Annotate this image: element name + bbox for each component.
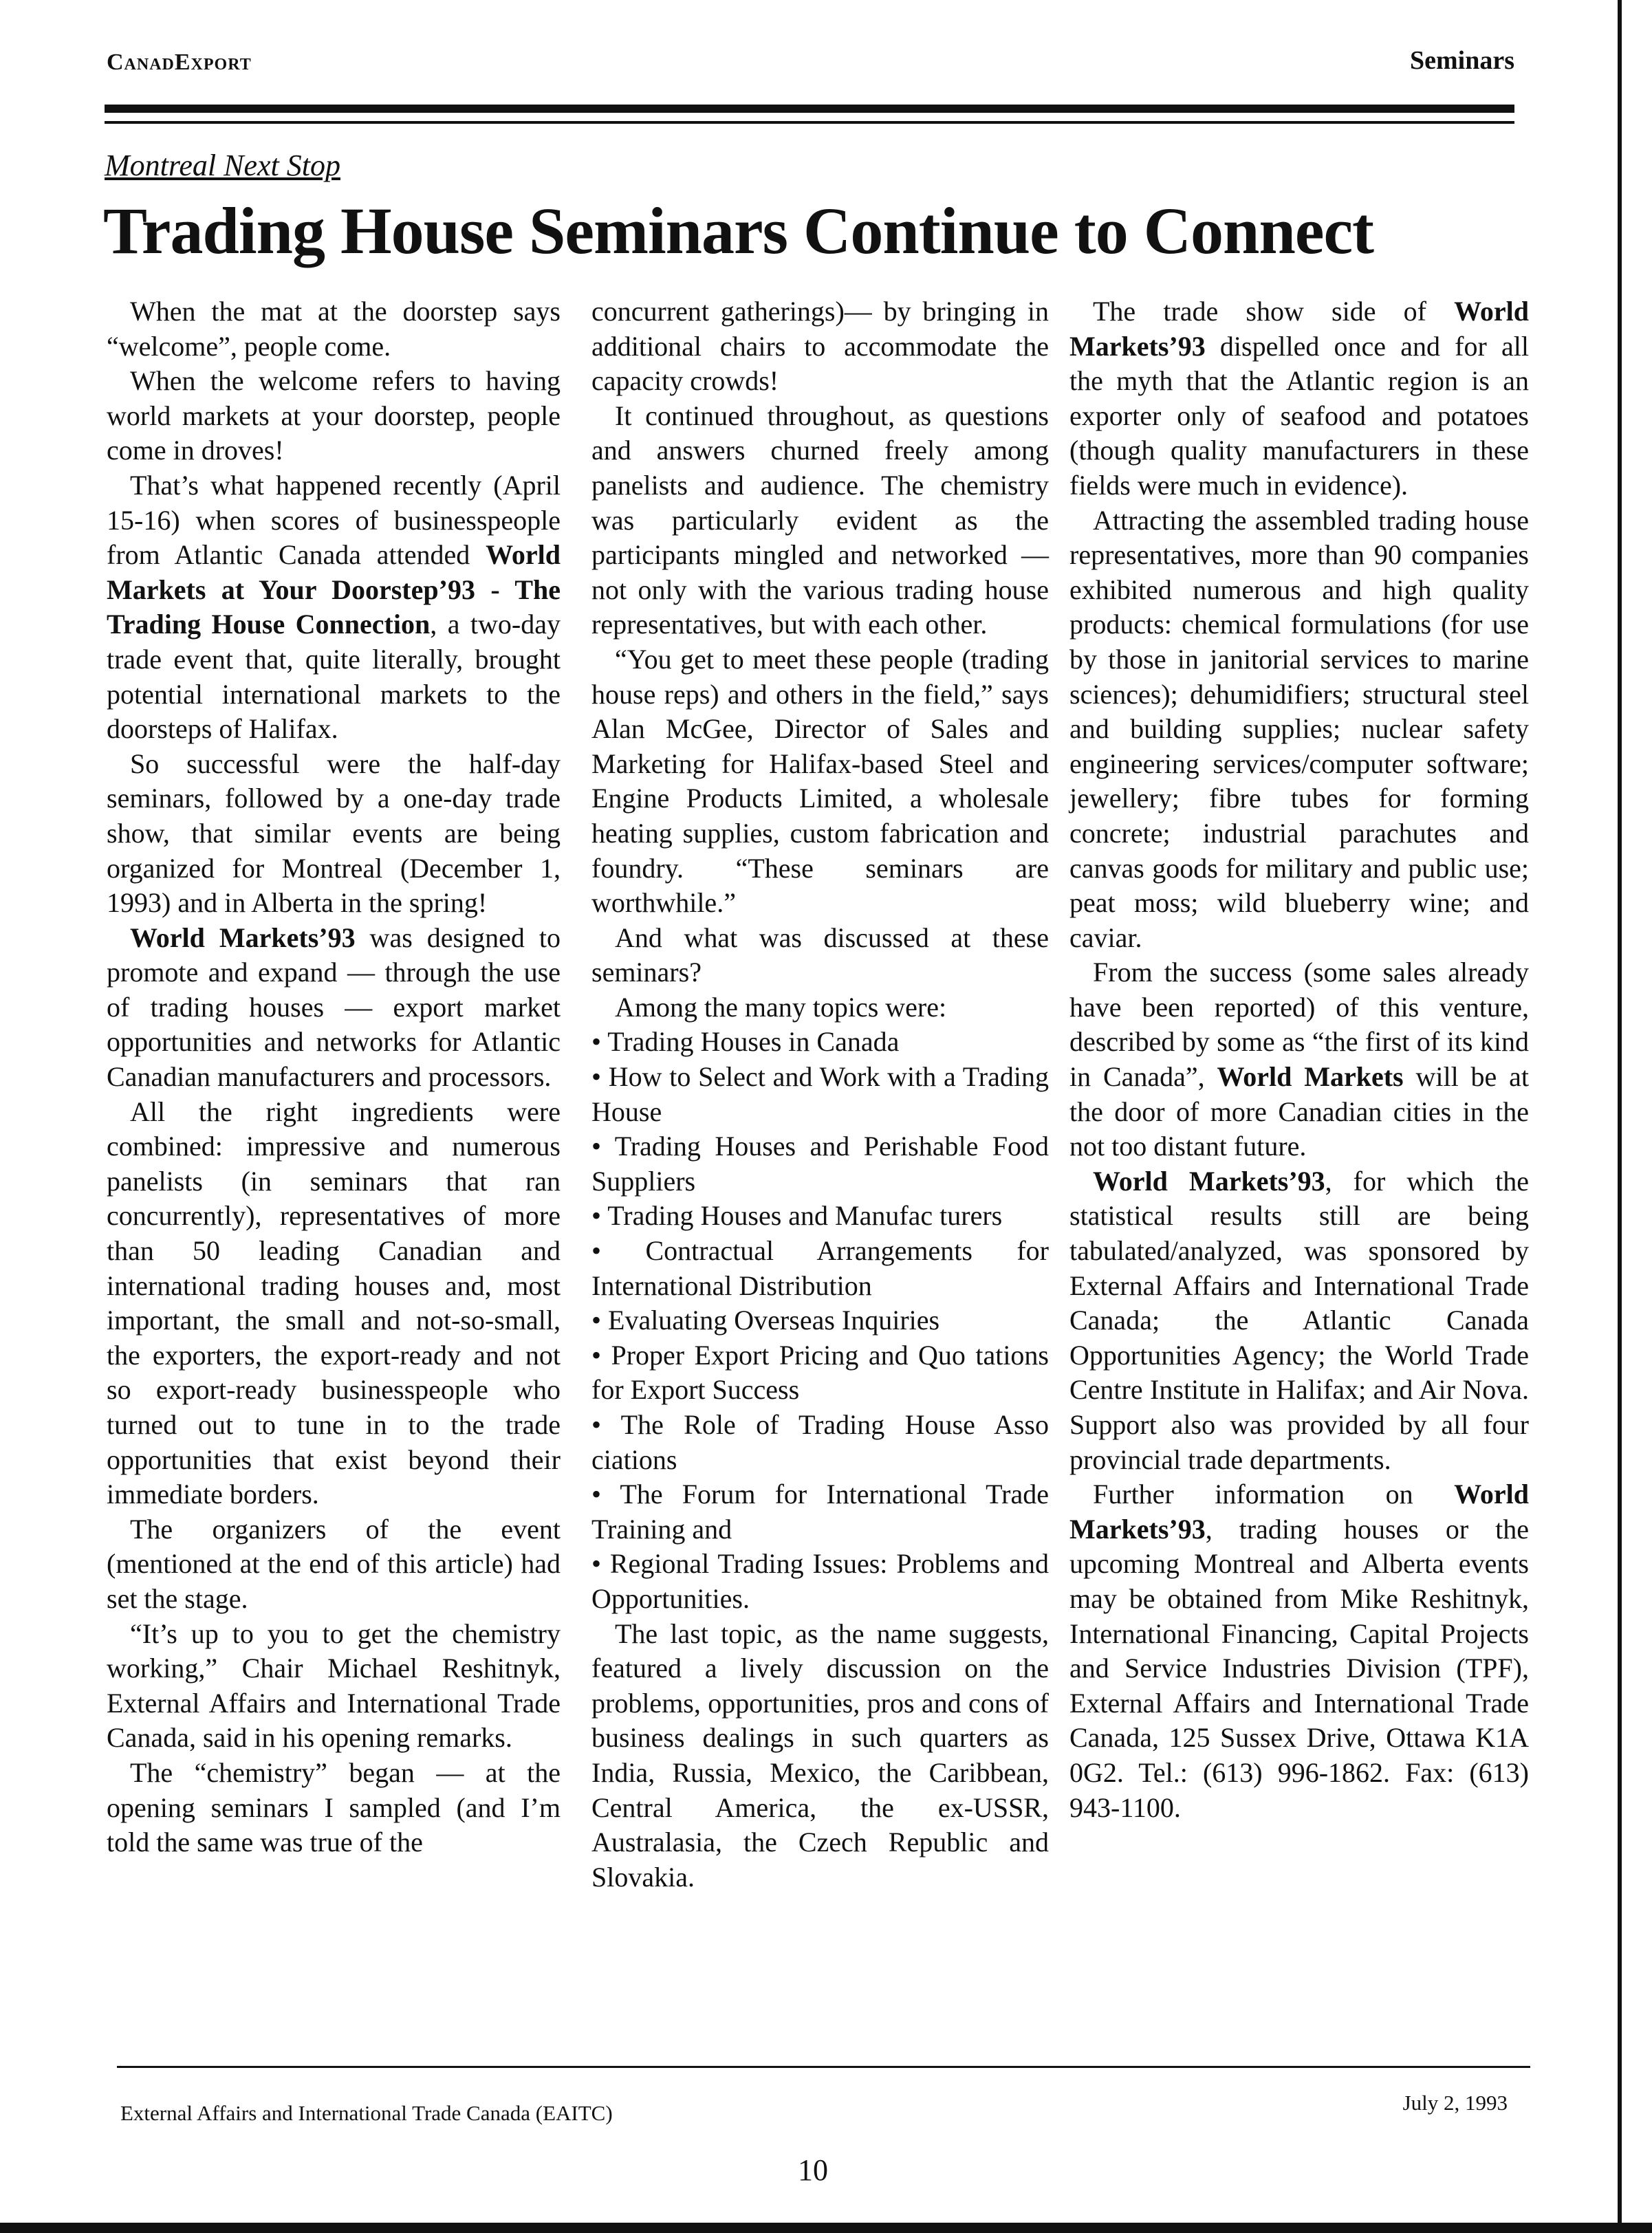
text-run: Among the many topics were: (615, 991, 947, 1023)
text-run: So successful were the half-day seminars, followed by a one-day trade show, that similar events are being organized for Montreal (December 1, 1993) and in Alberta in the spring! (107, 748, 561, 919)
page-number: 10 (798, 2153, 828, 2187)
text-run: That’s what happened recently (April 15-16) when scores of businesspeople from Atlantic Canada attended (107, 469, 561, 571)
bullet-item (591, 1199, 1049, 1234)
article-kicker: Montreal Next Stop (105, 149, 340, 182)
text-run: • Trading Houses and Manufac turers (591, 1200, 1003, 1232)
text-run: concurrent gatherings)— by bringing in additional chairs to accommodate the capacity crowds! (591, 296, 1049, 397)
text-run: The “chemistry” began — at the opening seminars I sampled (and I’m told the same was true of the (107, 1756, 561, 1858)
text-run: It continued throughout, as questions and answers churned freely among panelists and audience. The chemistry was particularly evident as the participants mingled and networked — not only with the various trading house representatives, but with each other. (591, 400, 1049, 640)
paragraph (1069, 1164, 1529, 1477)
text-run: , for which the statistical results still are being tabulated/analyzed, was sponsored by External Affairs and International Trade Canada; the Atlantic Canada Opportunities Agency; the World Trade Centre Institute in Halifax; and Air Nova. Support also was provided by all four provincial trade departments. (1069, 1165, 1529, 1475)
paragraph (107, 1095, 561, 1512)
section-name: Seminars (1410, 46, 1514, 75)
text-run: When the welcome refers to having world markets at your doorstep, people come in droves! (107, 365, 561, 466)
paragraph (1069, 503, 1529, 956)
bullet-item (591, 1025, 1049, 1060)
text-run: • Trading Houses in Canada (591, 1026, 900, 1058)
text-run: Further information on (1093, 1479, 1455, 1510)
text-run: , a two-day trade event that, quite literally, brought potential international markets to the doorsteps of Halifax. (107, 609, 561, 745)
text-run: Attracting the assembled trading house representatives, more than 90 companies exhibited numerous and high quality products: chemical formulations (for use by those in janitorial services to marine sciences); dehumidifiers; structural steel and building supplies; nuclear safety engineering services/computer software; jewellery; fibre tubes for forming concrete; industrial parachutes and canvas goods for military and public use; peat moss; wild blueberry wine; and caviar. (1069, 504, 1529, 953)
text-run: dispelled once and for all the myth that the Atlantic region is an exporter only of seafood and potatoes (though quality manufacturers in these fields were much in evidence). (1069, 330, 1529, 501)
paragraph (591, 294, 1049, 399)
bullet-item (591, 1129, 1049, 1199)
paragraph (107, 468, 561, 747)
paragraph (591, 990, 1049, 1025)
text-run: • Proper Export Pricing and Quo tations for Export Success (591, 1339, 1049, 1406)
bold-text: World Markets’93 (1093, 1165, 1325, 1197)
scan-edge (1618, 0, 1622, 2233)
text-run: , trading houses or the upcoming Montreal and Alberta events may be obtained from Mike Reshitnyk, International Financing, Capital Projects and Service Industries Division (TPF), External Affairs and International Trade Canada, 125 Sussex Drive, Ottawa K1A 0G2. Tel.: (613) 996-1862. Fax: (613) 943-1100. (1069, 1513, 1529, 1823)
text-run: “It’s up to you to get the chemistry working,” Chair Michael Reshitnyk, External Affairs and International Trade Canada, said in his opening remarks. (107, 1617, 561, 1754)
scan-bottom-edge (0, 2223, 1652, 2233)
bullet-item (591, 1234, 1049, 1303)
paragraph (1069, 1477, 1529, 1825)
paragraph (591, 399, 1049, 642)
bold-text: World Markets’93 (1069, 296, 1529, 362)
bullet-item (591, 1408, 1049, 1477)
bullet-item (591, 1547, 1049, 1616)
text-run: The organizers of the event (mentioned at the end of this article) had set the stage. (107, 1513, 561, 1614)
text-run: • Regional Trading Issues: Problems and Opportunities. (591, 1548, 1049, 1614)
article-column-1 (107, 294, 561, 1860)
text-run: • How to Select and Work with a Trading House (591, 1061, 1049, 1127)
paragraph (107, 921, 561, 1095)
text-run: • Contractual Arrangements for International Distribution (591, 1235, 1049, 1301)
bold-text: World Markets’93 (1069, 1479, 1529, 1545)
text-run: • The Role of Trading House Asso ciations (591, 1409, 1049, 1475)
text-run: From the success (some sales already have been reported) of this venture, described by some as “the first of its kind in Canada”, (1069, 957, 1529, 1093)
text-run: • The Forum for International Trade Training and (591, 1479, 1049, 1545)
bullet-item (591, 1303, 1049, 1338)
article-column-3 (1069, 294, 1529, 1825)
article-title: Trading House Seminars Continue to Connect (103, 194, 1374, 268)
header-rule-thin (105, 121, 1514, 124)
paragraph (591, 921, 1049, 990)
paragraph (1069, 955, 1529, 1164)
text-run: The trade show side of (1093, 296, 1455, 327)
publication-name: CanadExport (107, 50, 252, 75)
text-run: will be at the door of more Canadian cities in the not too distant future. (1069, 1061, 1529, 1162)
article-column-2 (591, 294, 1049, 1895)
text-run: “You get to meet these people (trading house reps) and others in the field,” says Alan McGee, Director of Sales and Marketing for Halifax-based Steel and Engine Products Limited, a wholesale heating supplies, custom fabrication and foundry. “These seminars are worthwhile.” (591, 643, 1049, 919)
text-run: was designed to promote and expand — through the use of trading houses — export market opportunities and networks for Atlantic Canadian manufacturers and processors. (107, 922, 561, 1093)
header-rule-thick (105, 105, 1514, 113)
bullet-item (591, 1060, 1049, 1129)
paragraph (107, 1756, 561, 1860)
paragraph (107, 364, 561, 468)
text-run: And what was discussed at these seminars? (591, 922, 1049, 988)
paragraph (107, 294, 561, 364)
text-run: • Evaluating Overseas Inquiries (591, 1305, 940, 1336)
footer-date: July 2, 1993 (1402, 2091, 1508, 2115)
footer-publisher: External Affairs and International Trade Canada (EAITC) (120, 2101, 613, 2125)
paragraph (107, 747, 561, 921)
paragraph (591, 642, 1049, 921)
paragraph (107, 1617, 561, 1756)
text-run: The last topic, as the name suggests, featured a lively discussion on the problems, opportunities, pros and cons of business dealings in such quarters as India, Russia, Mexico, the Caribbean, Central America, the ex-USSR, Australasia, the Czech Republic and Slovakia. (591, 1617, 1049, 1893)
text-run: • Trading Houses and Perishable Food Suppliers (591, 1131, 1049, 1197)
paragraph (591, 1617, 1049, 1895)
bullet-item (591, 1477, 1049, 1547)
bold-text: World Markets (1217, 1061, 1404, 1093)
paragraph (107, 1512, 561, 1617)
bullet-item (591, 1338, 1049, 1408)
bold-text: World Markets at Your Doorstep’93 - The Trading House Connection (107, 539, 561, 640)
text-run: When the mat at the doorstep says “welcome”, people come. (107, 296, 561, 362)
footer-rule (117, 2066, 1530, 2068)
paragraph (1069, 294, 1529, 503)
bold-text: World Markets’93 (130, 922, 356, 953)
text-run: All the right ingredients were combined: impressive and numerous panelists (in seminars that ran concurrently), representatives of more than 50 leading Canadian and international trading houses and, most important, the small and not-so-small, the exporters, the export-ready and not so export-ready businesspeople who turned out to tune in to the trade opportunities that exist beyond their immediate borders. (107, 1096, 561, 1510)
